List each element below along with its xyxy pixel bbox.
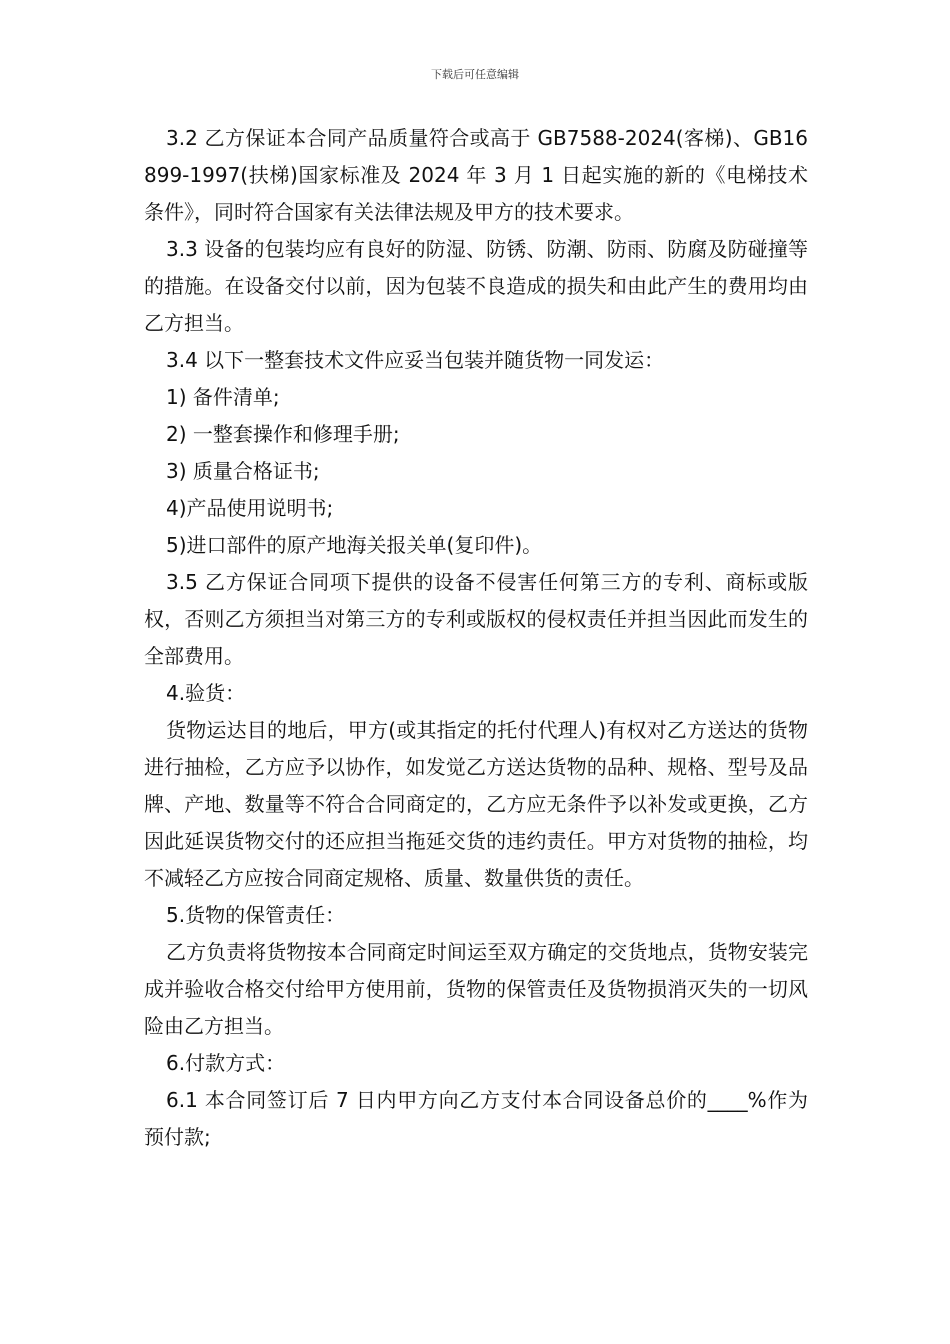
section-heading-5: 5.货物的保管责任： — [166, 903, 346, 927]
clause-6-1: 6.1 本合同签订后 7 日内甲方向乙方支付本合同设备总价的____%作为预付款; — [144, 1088, 808, 1149]
list-item: 4)产品使用说明书; — [166, 496, 334, 520]
clause-3-3: 3.3 设备的包装均应有良好的防湿、防锈、防潮、防雨、防腐及防碰撞等的措施。在设备交付以前，因为包装不良造成的损失和由此产生的费用均由乙方担当。 — [144, 237, 808, 335]
section-body-4: 货物运达目的地后，甲方(或其指定的托付代理人)有权对乙方送达的货物进行抽检，乙方应予以协作，如发觉乙方送达货物的品种、规格、型号及品牌、产地、数量等不符合合同商定的，乙方应无条件予以补发或更换，乙方因此延误货物交付的还应担当拖延交货的违约责任。甲方对货物的抽检，均不减轻乙方应按合同商定规格、质量、数量供货的责任。 — [144, 718, 808, 890]
section-heading-4: 4.验货： — [166, 681, 246, 705]
page-header: 下载后可任意编辑 — [431, 68, 519, 81]
clause-3-2: 3.2 乙方保证本合同产品质量符合或高于 GB7588-2024(客梯)、GB16899-1997(扶梯)国家标准及 2024 年 3 月 1 日起实施的新的《电梯技术条件》，同时符合国家有关法律法规及甲方的技术要求。 — [144, 126, 808, 224]
clause-3-4: 3.4 以下一整套技术文件应妥当包装并随货物一同发运： — [166, 348, 665, 372]
clause-3-5: 3.5 乙方保证合同项下提供的设备不侵害任何第三方的专利、商标或版权，否则乙方须担当对第三方的专利或版权的侵权责任并担当因此而发生的全部费用。 — [144, 570, 808, 668]
section-heading-6: 6.付款方式： — [166, 1051, 286, 1075]
list-item: 2) 一整套操作和修理手册; — [166, 422, 400, 446]
document-body — [144, 120, 808, 1156]
list-item: 3) 质量合格证书; — [166, 459, 320, 483]
list-item: 5)进口部件的原产地海关报关单(复印件)。 — [166, 533, 543, 557]
section-body-5: 乙方负责将货物按本合同商定时间运至双方确定的交货地点，货物安装完成并验收合格交付给甲方使用前，货物的保管责任及货物损消灭失的一切风险由乙方担当。 — [144, 940, 808, 1038]
list-item: 1) 备件清单; — [166, 385, 280, 409]
